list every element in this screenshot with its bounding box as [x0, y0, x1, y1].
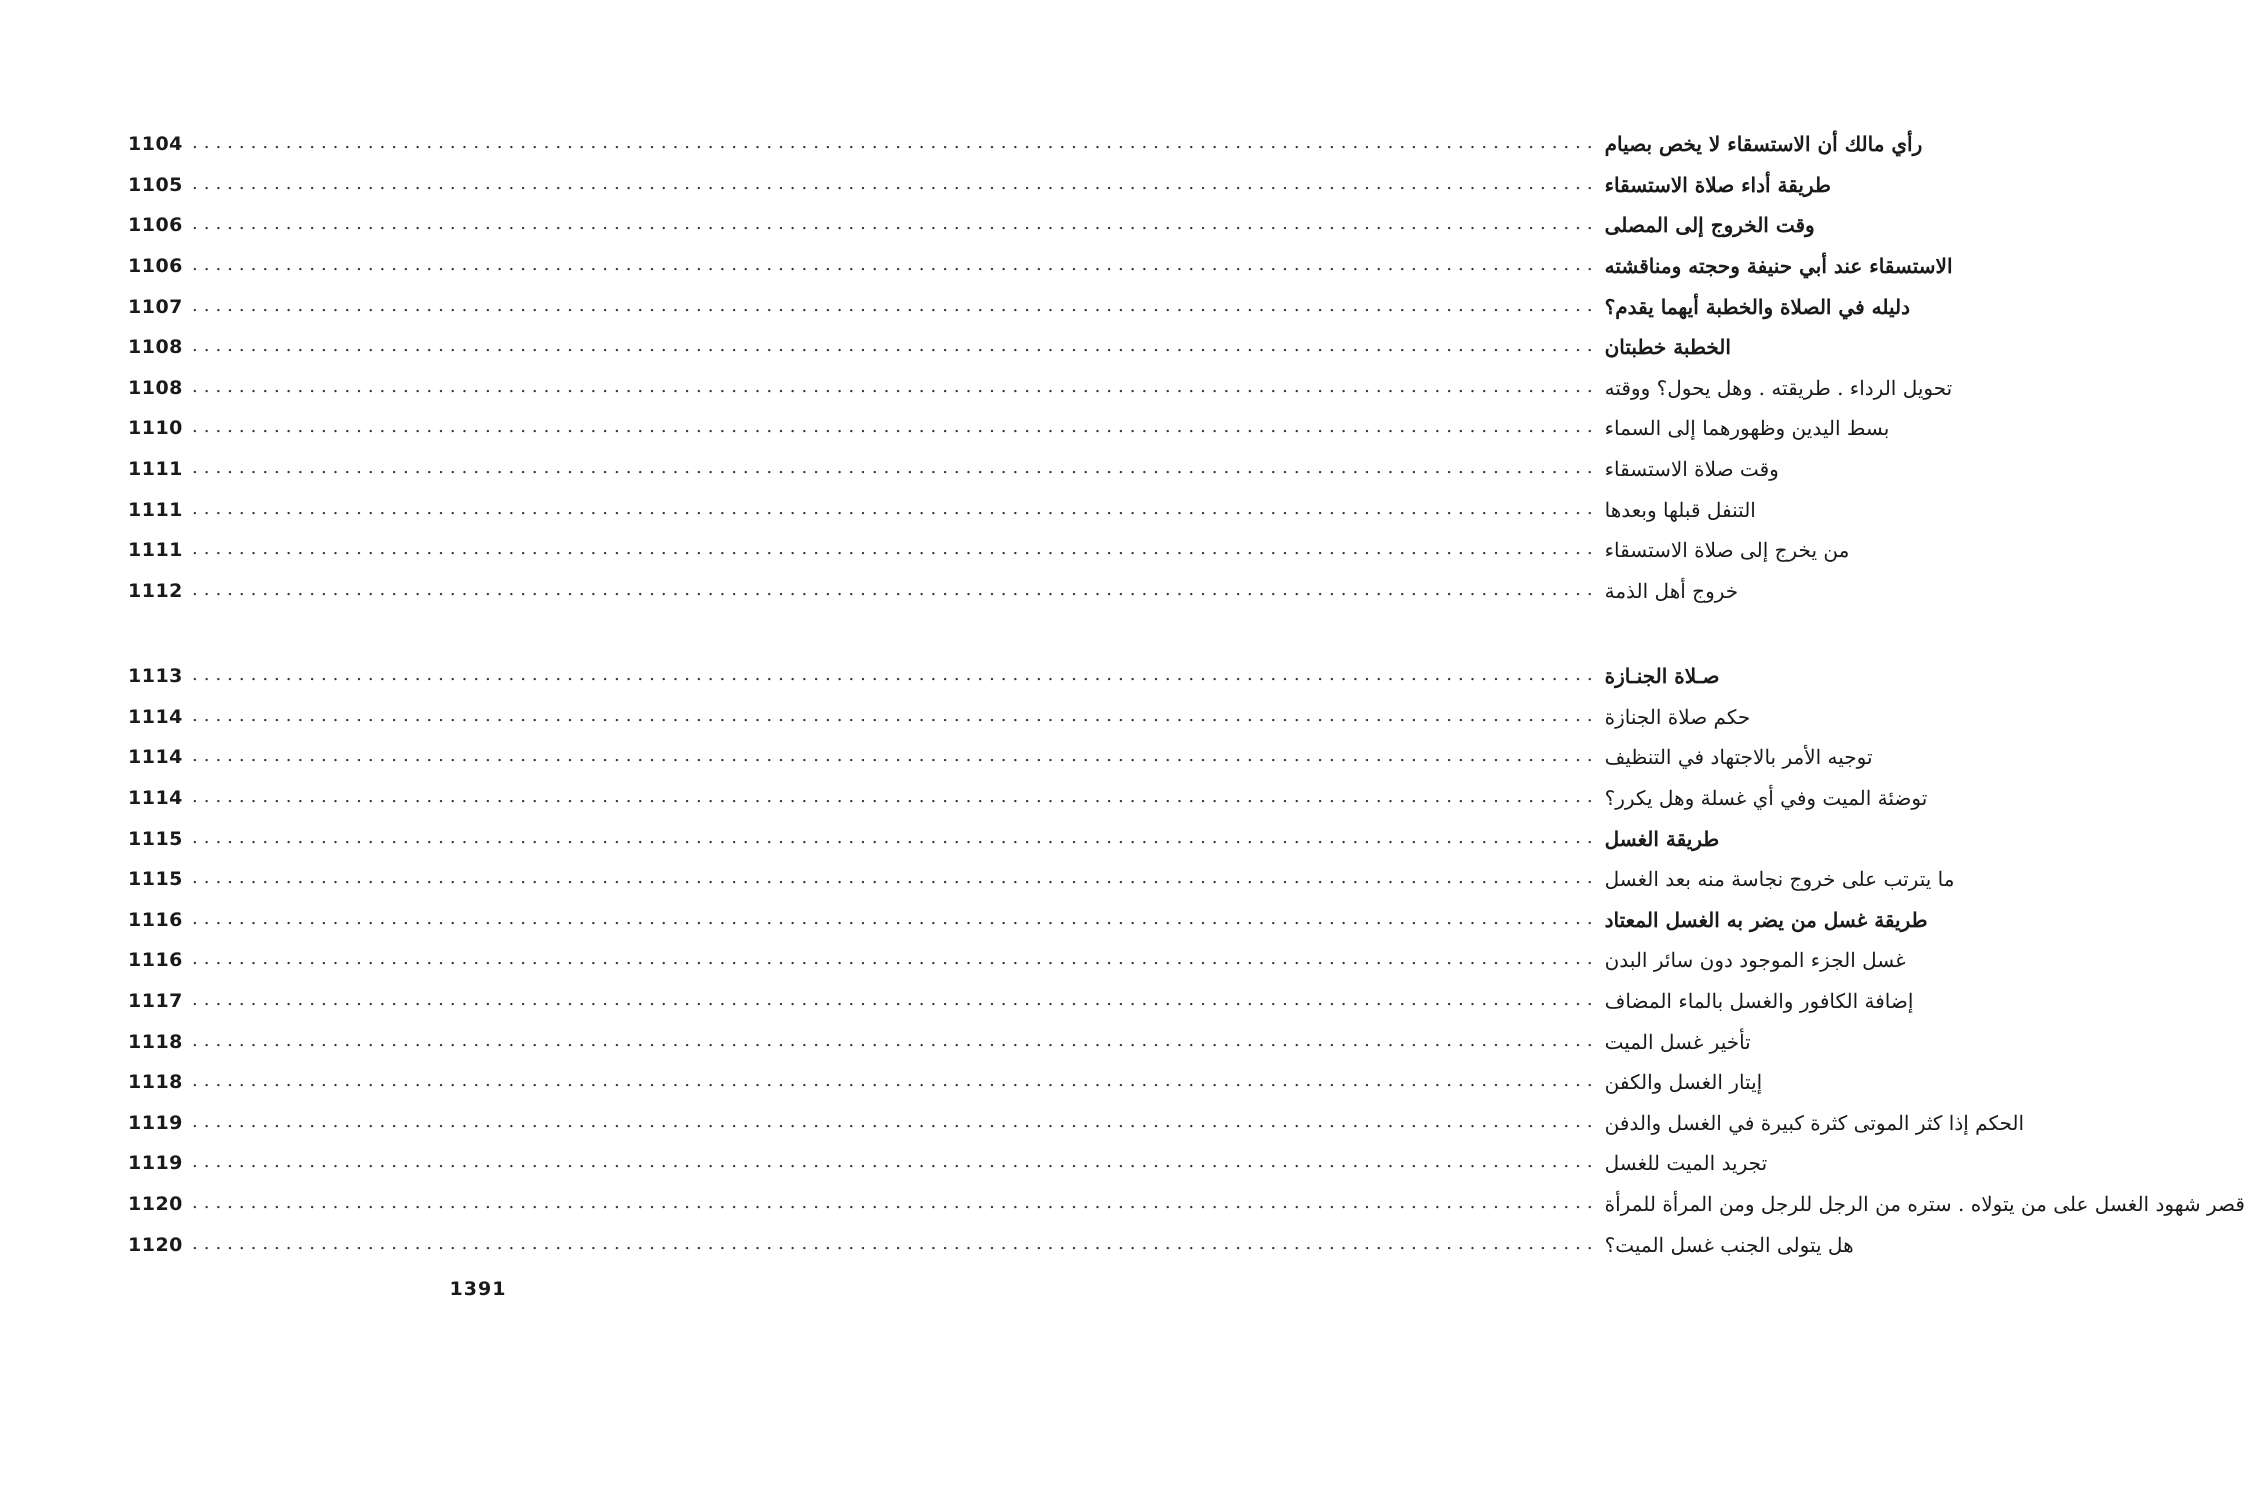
- toc-entry: [128, 571, 1739, 612]
- toc-entry-title: تحويل الرداء . طريقته . وهل يحول؟ ووقته: [1604, 375, 1953, 400]
- toc-entry-page-number: 1111: [128, 458, 183, 481]
- toc-entry-page-number: 1107: [128, 295, 183, 318]
- toc-entry-title: حكم صلاة الجنازة: [1604, 704, 1751, 729]
- toc-entry-page-number: 1112: [128, 579, 183, 602]
- toc-entry-title: من يخرج إلى صلاة الاستسقاء: [1604, 538, 1850, 563]
- toc-entry: [128, 165, 1831, 206]
- toc-dot-leader: ........................................................................................................................: [192, 254, 1599, 276]
- toc-entry-page-number: 1114: [128, 746, 183, 769]
- toc-entry: [128, 940, 1906, 981]
- toc-entry-page-number: 1117: [128, 990, 183, 1013]
- toc-entry-title: بسط اليدين وظهورهما إلى السماء: [1604, 416, 1890, 441]
- toc-entry: [128, 778, 1928, 819]
- toc-entry: [128, 818, 1720, 859]
- toc-entry: [128, 489, 1756, 530]
- toc-entry-title: هل يتولى الجنب غسل الميت؟: [1604, 1232, 1854, 1257]
- toc-dot-leader: ........................................................................................................................: [192, 294, 1599, 316]
- toc-entry-page-number: 1116: [128, 908, 183, 931]
- toc-entry-title: إضافة الكافور والغسل بالماء المضاف: [1604, 989, 1914, 1014]
- toc-entry: [128, 530, 1850, 571]
- toc-entry-title: الحكم إذا كثر الموتى كثرة كبيرة في الغسل والدفن: [1604, 1110, 2025, 1135]
- toc-dot-leader: ........................................................................................................................: [192, 907, 1599, 929]
- toc-entry-title: توجيه الأمر بالاجتهاد في التنظيف: [1604, 745, 1873, 770]
- toc-entry-page-number: 1118: [128, 1071, 183, 1094]
- toc-entry-page-number: 1120: [128, 1193, 183, 1216]
- toc-entry: [128, 205, 1815, 246]
- toc-entry-title: تأخير غسل الميت: [1604, 1029, 1751, 1054]
- toc-entry-title: رأي مالك أن الاستسقاء لا يخص بصيام: [1604, 132, 1923, 157]
- toc-dot-leader: ........................................................................................................................: [192, 1029, 1599, 1051]
- toc-entry-title: إيتار الغسل والكفن: [1604, 1070, 1763, 1095]
- toc-entry: [128, 246, 1953, 287]
- toc-dot-leader: ........................................................................................................................: [192, 335, 1599, 357]
- toc-dot-leader: ........................................................................................................................: [192, 826, 1599, 848]
- toc-section-istisqa: [128, 124, 1953, 611]
- toc-entry-page-number: 1106: [128, 255, 183, 278]
- toc-entry-title: صـلاة الجنـازة: [1604, 664, 1720, 689]
- toc-dot-leader: ........................................................................................................................: [192, 1151, 1599, 1173]
- toc-dot-leader: ........................................................................................................................: [192, 416, 1599, 438]
- toc-section-janazah: [128, 656, 2245, 1265]
- toc-entry-page-number: 1106: [128, 214, 183, 237]
- toc-entry: [128, 981, 1914, 1022]
- toc-entry: [128, 408, 1890, 449]
- toc-dot-leader: ........................................................................................................................: [192, 1232, 1599, 1254]
- toc-entry: [128, 1062, 1763, 1103]
- toc-entry-page-number: 1111: [128, 498, 183, 521]
- toc-entry-page-number: 1115: [128, 868, 183, 891]
- toc-entry-page-number: 1119: [128, 1111, 183, 1134]
- toc-dot-leader: ........................................................................................................................: [192, 745, 1599, 767]
- toc-entry-title: وقت الخروج إلى المصلى: [1604, 213, 1815, 238]
- toc-entry-title: توضئة الميت وفي أي غسلة وهل يكرر؟: [1604, 786, 1928, 811]
- toc-entry: [128, 1143, 1768, 1184]
- toc-entry: [128, 1224, 1854, 1265]
- toc-entry-title: دليله في الصلاة والخطبة أيهما يقدم؟: [1604, 294, 1910, 319]
- toc-entry: [128, 1184, 2245, 1225]
- toc-entry: [128, 286, 1910, 327]
- toc-dot-leader: ........................................................................................................................: [192, 1070, 1599, 1092]
- toc-entry: [128, 327, 1731, 368]
- toc-entry-title: طريقة غسل من يضر به الغسل المعتاد: [1604, 907, 1928, 932]
- toc-dot-leader: ........................................................................................................................: [192, 948, 1599, 970]
- toc-entry-page-number: 1114: [128, 787, 183, 810]
- toc-entry-page-number: 1105: [128, 173, 183, 196]
- toc-dot-leader: ........................................................................................................................: [192, 989, 1599, 1011]
- toc-dot-leader: ........................................................................................................................: [192, 457, 1599, 479]
- toc-entry-page-number: 1114: [128, 705, 183, 728]
- toc-dot-leader: ........................................................................................................................: [192, 786, 1599, 808]
- toc-entry: [128, 859, 1955, 900]
- page-number: 1391: [449, 1278, 507, 1300]
- toc-dot-leader: ........................................................................................................................: [192, 375, 1599, 397]
- toc-entry-title: تجريد الميت للغسل: [1604, 1151, 1768, 1176]
- toc-dot-leader: ........................................................................................................................: [192, 1110, 1599, 1132]
- toc-entry: [128, 656, 1720, 697]
- toc-entry-page-number: 1118: [128, 1030, 183, 1053]
- toc-entry-title: طريقة أداء صلاة الاستسقاء: [1604, 172, 1831, 197]
- toc-entry-page-number: 1113: [128, 665, 183, 688]
- toc-dot-leader: ........................................................................................................................: [192, 172, 1599, 194]
- toc-entry-title: غسل الجزء الموجود دون سائر البدن: [1604, 948, 1906, 973]
- toc-entry-title: ما يترتب على خروج نجاسة منه بعد الغسل: [1604, 867, 1955, 892]
- toc-dot-leader: ........................................................................................................................: [192, 132, 1599, 154]
- toc-dot-leader: ........................................................................................................................: [192, 704, 1599, 726]
- toc-entry-page-number: 1104: [128, 133, 183, 156]
- toc-entry-page-number: 1111: [128, 539, 183, 562]
- toc-entry-page-number: 1110: [128, 417, 183, 440]
- toc-entry: [128, 449, 1779, 490]
- toc-entry-page-number: 1120: [128, 1233, 183, 1256]
- toc-entry-page-number: 1115: [128, 827, 183, 850]
- toc-entry: [128, 124, 1923, 165]
- toc-entry-title: التنفل قبلها وبعدها: [1604, 497, 1756, 522]
- toc-entry-page-number: 1108: [128, 376, 183, 399]
- toc-entry-page-number: 1108: [128, 336, 183, 359]
- toc-dot-leader: ........................................................................................................................: [192, 578, 1599, 600]
- toc-entry: [128, 1021, 1751, 1062]
- toc-entry: [128, 368, 1953, 409]
- toc-entry-title: طريقة الغسل: [1604, 826, 1720, 851]
- toc-entry-page-number: 1116: [128, 949, 183, 972]
- toc-entry-title: الاستسقاء عند أبي حنيفة وحجته ومناقشته: [1604, 254, 1953, 279]
- toc-dot-leader: ........................................................................................................................: [192, 1192, 1599, 1214]
- toc-entry-title: وقت صلاة الاستسقاء: [1604, 457, 1779, 482]
- toc-entry: [128, 1103, 2025, 1144]
- toc-entry-page-number: 1119: [128, 1152, 183, 1175]
- toc-entry-title: خروج أهل الذمة: [1604, 578, 1739, 603]
- toc-dot-leader: ........................................................................................................................: [192, 664, 1599, 686]
- toc-dot-leader: ........................................................................................................................: [192, 213, 1599, 235]
- toc-dot-leader: ........................................................................................................................: [192, 497, 1599, 519]
- toc-entry: [128, 737, 1873, 778]
- toc-entry: [128, 697, 1751, 738]
- toc-entry-title: الخطبة خطبتان: [1604, 335, 1731, 360]
- toc-dot-leader: ........................................................................................................................: [192, 538, 1599, 560]
- toc-entry: [128, 900, 1928, 941]
- toc-entry-title: قصر شهود الغسل على من يتولاه . ستره من الرجل للرجل ومن المرأة للمرأة: [1604, 1192, 2245, 1217]
- toc-dot-leader: ........................................................................................................................: [192, 867, 1599, 889]
